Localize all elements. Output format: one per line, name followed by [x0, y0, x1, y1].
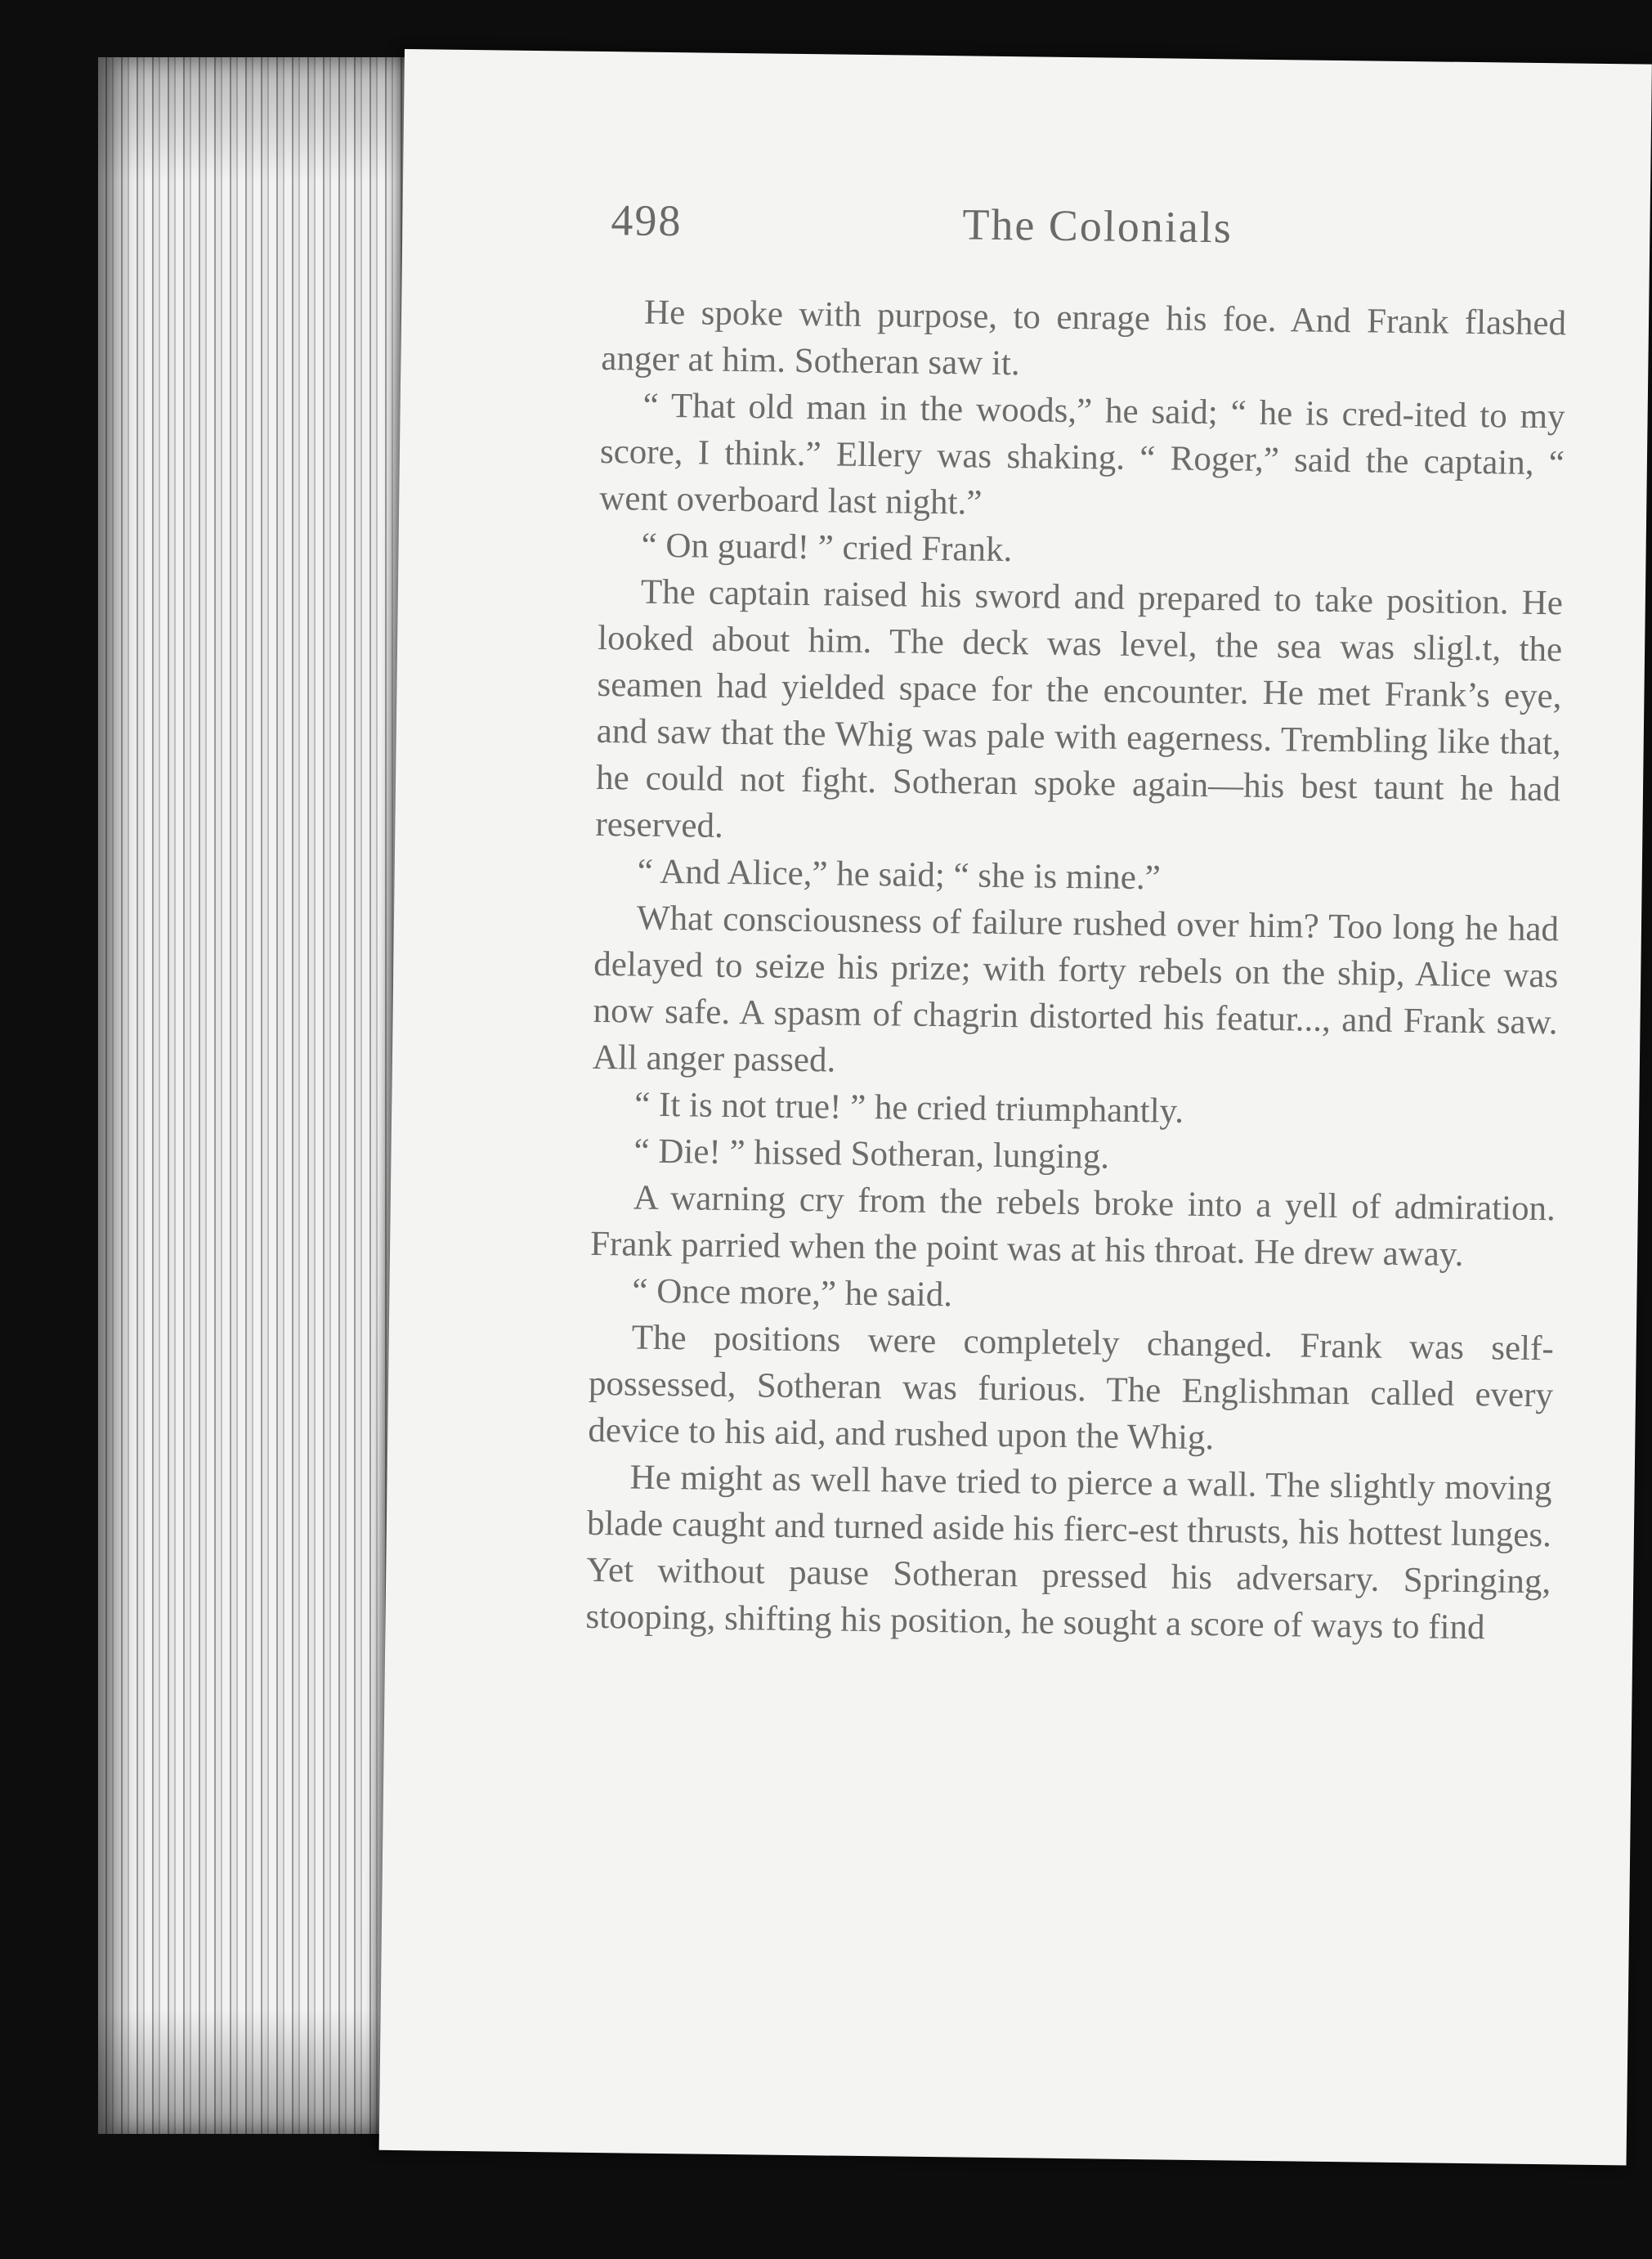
book-page: [379, 49, 1652, 2165]
paragraph: A warning cry from the rebels broke into a yell of admiration. Frank parried when the point was at his throat. He drew away.: [589, 1178, 1556, 1274]
paragraph: “ Die! ” hissed Sotheran, lunging.: [633, 1132, 1110, 1177]
running-head: [611, 195, 1652, 273]
paragraph: “ On guard! ” cried Frank.: [641, 526, 1013, 570]
paragraph: What consciousness of failure rushed over him? Too long he had delayed to seize his prize; with forty rebels on the ship, Alice was now safe. A spasm of chagrin distorted his featur..., and Frank saw. All anger passed.: [592, 899, 1560, 1080]
page-edges: [98, 57, 416, 2134]
paragraph: “ That old man in the woods,” he said; “ he is cred-ited to my score, I think.” Ellery was shaking. “ Roger,” said the captain, “ went overboard last night.”: [599, 386, 1565, 522]
paragraph: “ It is not true! ” he cried triumphantly.: [633, 1085, 1184, 1131]
paragraph: “ And Alice,” he said; “ she is mine.”: [637, 852, 1162, 898]
paragraph: The captain raised his sword and prepared to take position. He looked about him. The deck was level, the sea was sligl.t, the seamen had yielded space for the encounter. He met Frank’s eye, and saw that the Whig was pale with eagerness. Trembling like that, he could not fight. Sotheran spoke again—his best taunt he had reserved.: [595, 572, 1564, 845]
paragraph: The positions were completely changed. Frank was self-possessed, Sotheran was furious. The Englishman called every device to his aid, and rushed upon the Whig.: [588, 1318, 1554, 1458]
book-title: The Colonials: [962, 199, 1233, 253]
paragraph: “ Once more,” he said.: [632, 1271, 953, 1315]
body-text: [585, 289, 1566, 1652]
page-number: 498: [611, 195, 683, 246]
paragraph: He spoke with purpose, to enrage his foe. And Frank flashed anger at him. Sotheran saw it.: [601, 293, 1567, 383]
paragraph: He might as well have tried to pierce a wall. The slightly moving blade caught and turned aside his fierc-est thrusts, his hottest lunges. Yet without pause Sotheran pressed his adversary. Springing, stooping, shifting his position, he sought a score of ways to find: [585, 1458, 1552, 1647]
